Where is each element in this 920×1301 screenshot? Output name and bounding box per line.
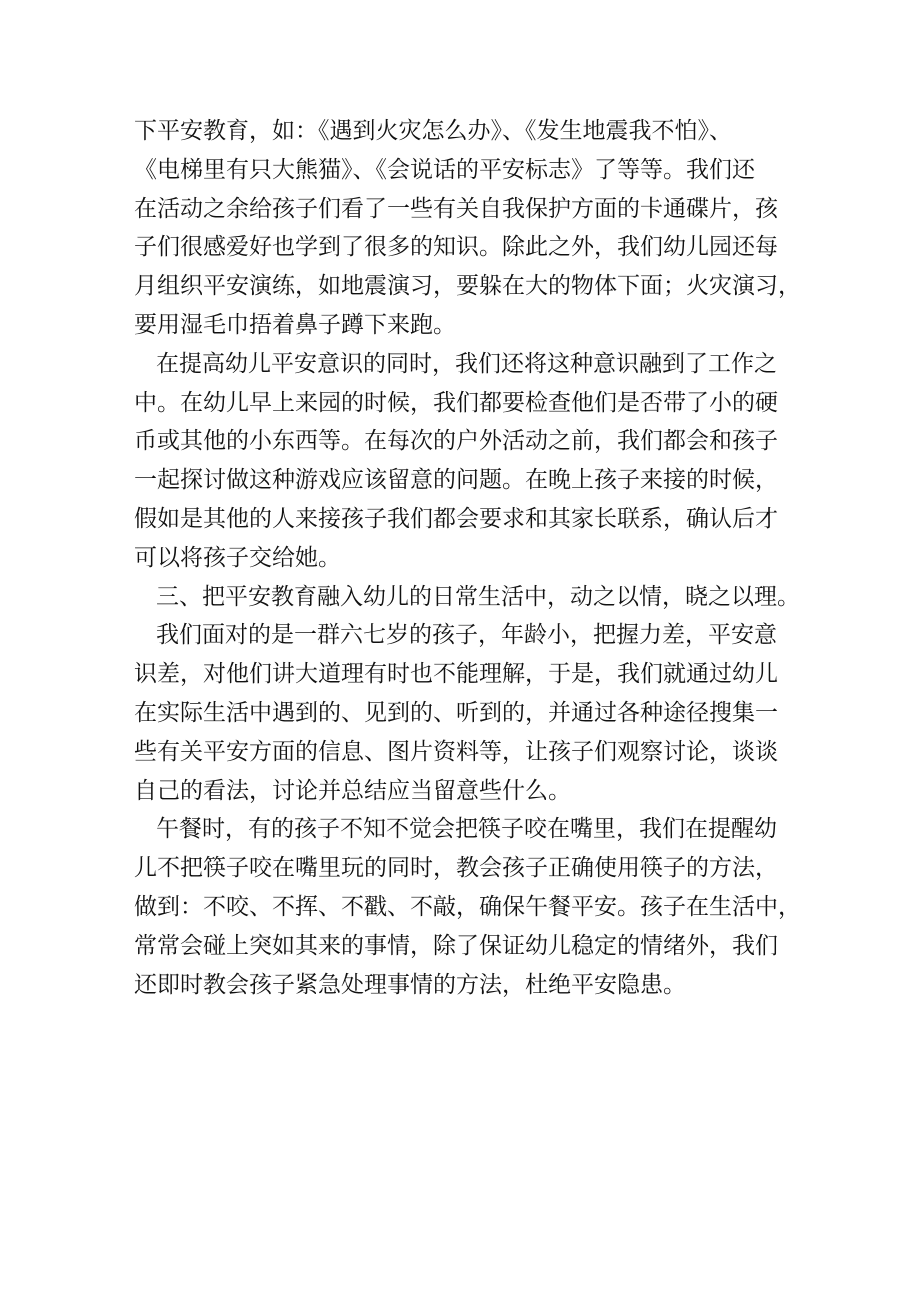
text-line: 《电梯里有只大熊猫》、《会说话的平安标志》了等等。我们还	[134, 156, 755, 183]
text-line: 币或其他的小东西等。在每次的户外活动之前，我们都会和孩子	[134, 428, 778, 455]
document-body	[134, 112, 814, 1004]
text-line: 还即时教会孩子紧急处理事情的方法，杜绝平安隐患。	[134, 971, 686, 998]
section-heading: 三、把平安教育融入幼儿的日常生活中，动之以情，晓之以理。	[156, 583, 800, 610]
text-line: 在活动之余给孩子们看了一些有关自我保护方面的卡通碟片，孩	[134, 195, 778, 222]
text-line: 月组织平安演练，如地震演习，要躲在大的物体下面；火灾演习，	[134, 273, 801, 300]
text-line: 我们面对的是一群六七岁的孩子，年龄小，把握力差，平安意	[156, 622, 777, 649]
text-line: 要用湿毛巾捂着鼻子蹲下来跑。	[134, 311, 456, 338]
text-line: 常常会碰上突如其来的事情，除了保证幼儿稳定的情绪外，我们	[134, 932, 778, 959]
text-line: 在实际生活中遇到的、见到的、听到的，并通过各种途径搜集一	[134, 699, 778, 726]
text-line: 一起探讨做这种游戏应该留意的问题。在晚上孩子来接的时候，	[134, 467, 778, 494]
text-line: 儿不把筷子咬在嘴里玩的同时，教会孩子正确使用筷子的方法，	[134, 855, 778, 882]
text-line: 些有关平安方面的信息、图片资料等，让孩子们观察讨论，谈谈	[134, 738, 778, 765]
text-line: 子们很感爱好也学到了很多的知识。除此之外，我们幼儿园还每	[134, 234, 778, 261]
text-line: 可以将孩子交给她。	[134, 544, 341, 571]
text-line: 自己的看法，讨论并总结应当留意些什么。	[134, 777, 571, 804]
text-line: 在提高幼儿平安意识的同时，我们还将这种意识融到了工作之	[156, 350, 777, 377]
text-line: 做到：不咬、不挥、不戳、不敲，确保午餐平安。孩子在生活中，	[134, 893, 801, 920]
text-line: 假如是其他的人来接孩子我们都会要求和其家长联系，确认后才	[134, 505, 778, 532]
text-line: 中。在幼儿早上来园的时候，我们都要检查他们是否带了小的硬	[134, 389, 778, 416]
text-line: 识差，对他们讲大道理有时也不能理解，于是，我们就通过幼儿	[134, 661, 778, 688]
text-line: 下平安教育，如：《遇到火灾怎么办》、《发生地震我不怕》、	[134, 118, 732, 144]
text-line: 午餐时，有的孩子不知不觉会把筷子咬在嘴里，我们在提醒幼	[156, 816, 777, 843]
